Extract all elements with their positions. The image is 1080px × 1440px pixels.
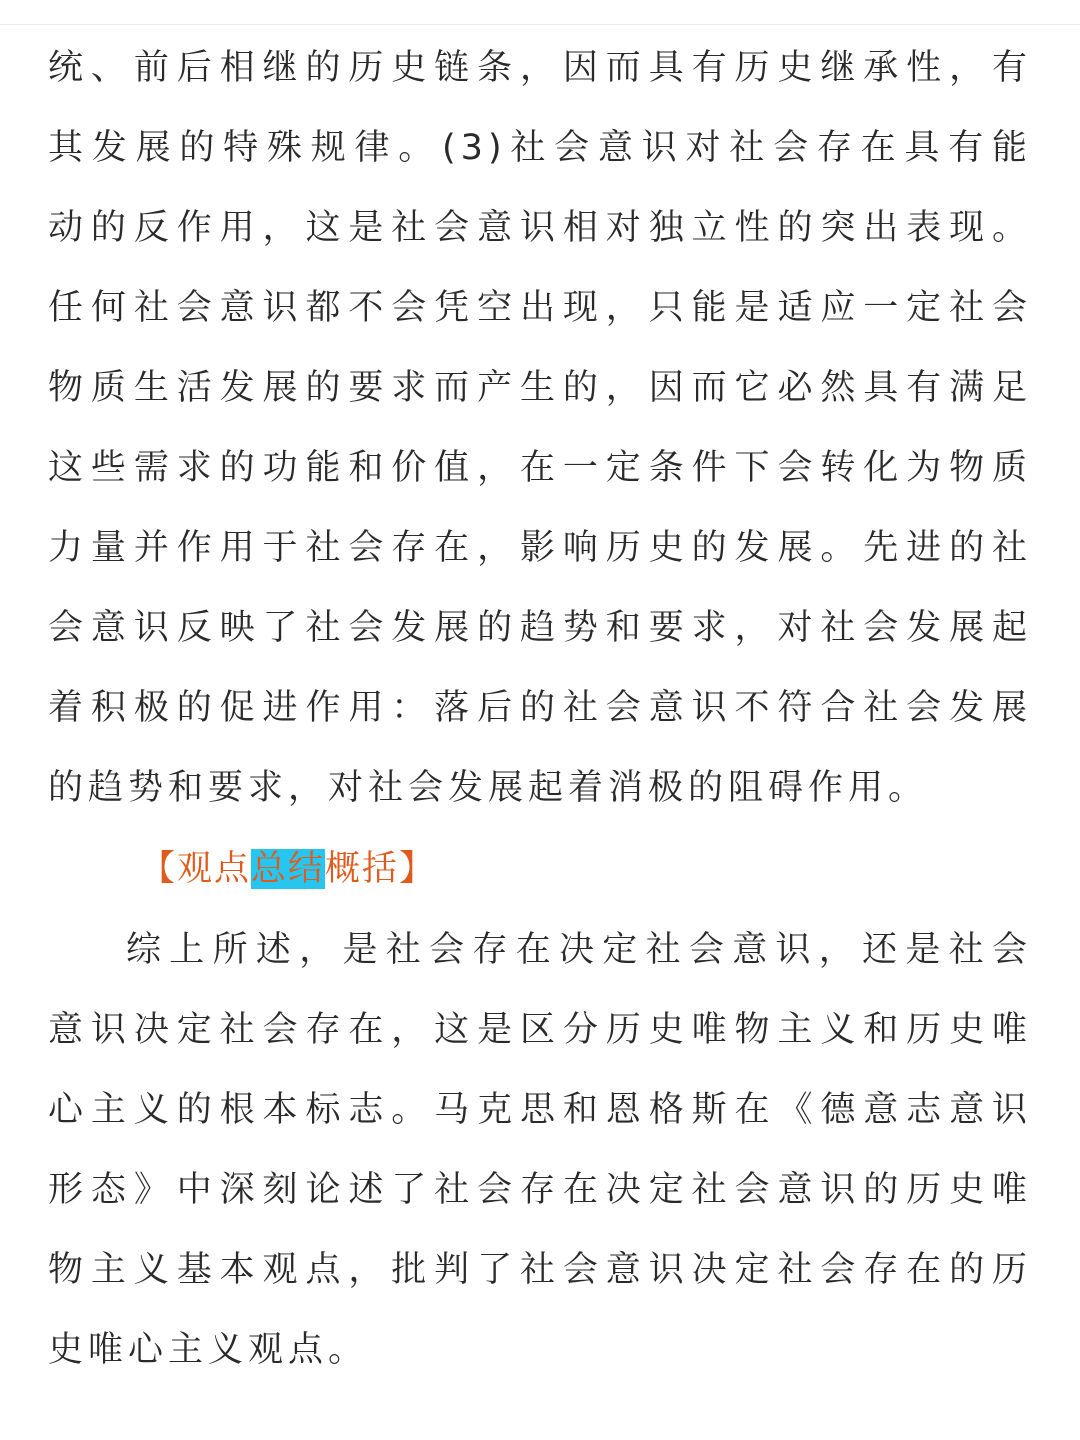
top-divider <box>0 24 1080 25</box>
text-line: 力量并作用于社会存在，影响历史的发展。先进的社 <box>48 528 1032 568</box>
text-line: 综上所述，是社会存在决定社会意识，还是社会 <box>126 930 1032 970</box>
heading-open: 【观点 <box>140 849 252 889</box>
text-line: 统、前后相继的历史链条，因而具有历史继承性，有 <box>48 48 1032 88</box>
text-line: 心主义的根本标志。马克思和恩格斯在《德意志意识 <box>48 1090 1032 1130</box>
heading-close: 概括】 <box>325 849 437 889</box>
paragraph-continuation <box>48 28 1032 828</box>
text-line: 会意识反映了社会发展的趋势和要求，对社会发展起 <box>48 608 1032 648</box>
text-line: 物主义基本观点，批判了社会意识决定社会存在的历 <box>48 1250 1032 1290</box>
text-line: 意识决定社会存在，这是区分历史唯物主义和历史唯 <box>48 1010 1032 1050</box>
text-line: 物质生活发展的要求而产生的，因而它必然具有满足 <box>48 368 1032 408</box>
document-body <box>48 28 1032 1390</box>
text-line: 其发展的特殊规律。(3)社会意识对社会存在具有能 <box>48 128 1032 168</box>
text-line: 任何社会意识都不会凭空出现，只能是适应一定社会 <box>48 288 1032 328</box>
heading-highlight[interactable]: 总结 <box>251 849 326 889</box>
text-line: 形态》中深刻论述了社会存在决定社会意识的历史唯 <box>48 1170 1032 1210</box>
text-line: 史唯心主义观点。 <box>48 1330 369 1370</box>
text-line: 着积极的促进作用：落后的社会意识不符合社会发展 <box>48 688 1032 728</box>
text-line: 这些需求的功能和价值，在一定条件下会转化为物质 <box>48 448 1032 488</box>
text-line: 动的反作用，这是社会意识相对独立性的突出表现。 <box>48 208 1032 248</box>
paragraph-summary <box>48 910 1032 1390</box>
section-heading <box>48 828 1032 910</box>
text-line: 的趋势和要求，对社会发展起着消极的阻碍作用。 <box>48 768 929 808</box>
